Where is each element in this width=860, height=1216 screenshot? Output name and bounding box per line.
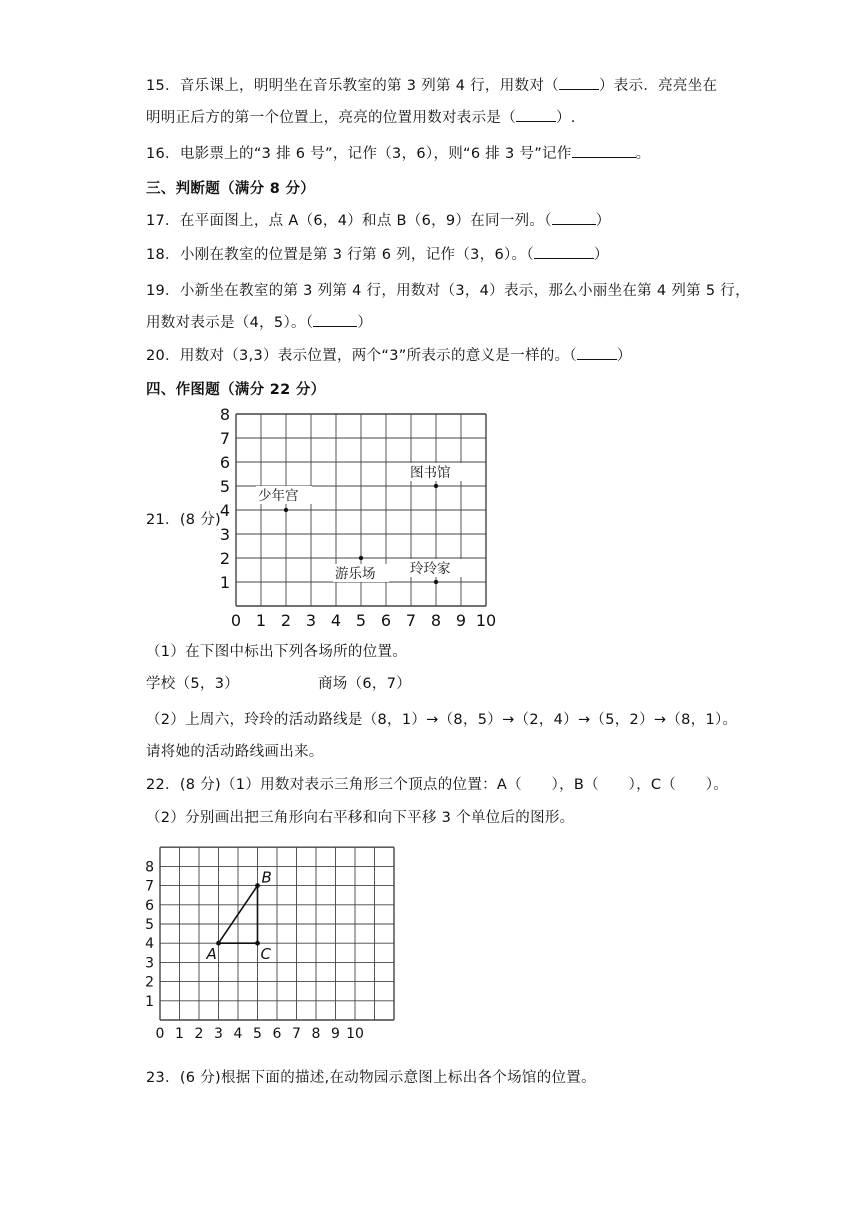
y-tick-label: 2 — [145, 974, 154, 991]
vertex-label: B — [261, 868, 272, 887]
q16: 16．电影票上的“3 排 6 号”，记作（3，6），则“6 排 3 号”记作 。 — [146, 142, 650, 163]
x-tick-label: 0 — [155, 1026, 165, 1042]
y-tick-label: 1 — [219, 572, 230, 592]
y-tick-label: 5 — [145, 917, 154, 934]
section-3-title: 三、判断题（满分 8 分） — [146, 181, 316, 197]
x-tick-label: 9 — [331, 1026, 340, 1042]
q18: 18．小刚在教室的位置是第 3 行第 6 列，记作（3，6）。（ ） — [146, 243, 609, 264]
y-tick-label: 6 — [219, 452, 230, 472]
vertex-label: C — [260, 945, 271, 964]
q17: 17．在平面图上，点 A（6，4）和点 B（6，9）在同一列。（ ） — [146, 209, 611, 230]
x-tick-label: 0 — [230, 611, 242, 630]
x-tick-label: 4 — [330, 611, 342, 630]
y-tick-label: 3 — [145, 955, 154, 972]
q17-blank[interactable] — [552, 210, 596, 225]
q20-blank[interactable] — [577, 345, 617, 360]
location-point — [359, 556, 363, 560]
q16-blank[interactable] — [572, 143, 636, 158]
x-tick-label: 4 — [233, 1026, 243, 1042]
x-tick-label: 5 — [355, 611, 367, 630]
x-tick-label: 1 — [175, 1026, 184, 1042]
triangle-vertex — [255, 941, 260, 946]
x-tick-label: 5 — [253, 1026, 262, 1042]
q20: 20．用数对（3,3）表示位置，两个“3”所表示的意义是一样的。（ ） — [146, 344, 632, 365]
x-tick-label: 6 — [272, 1026, 282, 1042]
y-tick-label: 8 — [145, 859, 154, 876]
x-tick-label: 3 — [214, 1026, 223, 1042]
q22-line2: （2）分别画出把三角形向右平移和向下平移 3 个单位后的图形。 — [146, 810, 575, 826]
q18-blank[interactable] — [534, 244, 594, 259]
triangle-vertex — [216, 941, 221, 946]
location-label: 游乐场 — [335, 566, 376, 582]
q23: 23．(6 分)根据下面的描述,在动物园示意图上标出各个场馆的位置。 — [146, 1070, 596, 1086]
location-point — [434, 580, 438, 584]
y-tick-label: 6 — [145, 897, 154, 914]
q21-part2-line1: （2）上周六，玲玲的活动路线是（8，1）→（8，5）→（2，4）→（5，2）→（8，1）。 — [146, 712, 738, 728]
x-tick-label: 7 — [405, 611, 417, 630]
q22-coordinate-grid[interactable] — [138, 838, 410, 1048]
x-tick-label: 8 — [430, 611, 442, 630]
y-tick-label: 4 — [219, 500, 230, 520]
x-tick-label: 2 — [280, 611, 292, 630]
vertex-label: A — [206, 945, 217, 964]
q19-line1: 19．小新坐在教室的第 3 列第 4 行，用数对（3，4）表示，那么小丽坐在第 4 列第 5 行， — [146, 283, 750, 299]
q21-part2-line2: 请将她的活动路线画出来。 — [146, 744, 324, 760]
q21-part1: （1）在下图中标出下列各场所的位置。 — [146, 644, 408, 660]
q22-line1: 22．(8 分)（1）用数对表示三角形三个顶点的位置：A（ ），B（ ），C（ ）。 — [146, 777, 729, 793]
x-tick-label: 1 — [255, 611, 267, 630]
location-label: 少年宫 — [258, 488, 299, 504]
y-tick-label: 3 — [219, 524, 230, 544]
location-point — [434, 484, 438, 488]
x-tick-label: 10 — [346, 1026, 364, 1042]
x-tick-label: 7 — [292, 1026, 301, 1042]
q15-line2: 明明正后方的第一个位置上，亮亮的位置用数对表示是（ ）. — [146, 106, 576, 127]
x-tick-label: 6 — [380, 611, 392, 630]
q21-coordinate-grid[interactable] — [214, 402, 504, 630]
q21-school: 学校（5，3） — [146, 676, 240, 692]
q21-label: 21．(8 分) — [146, 512, 221, 528]
y-tick-label: 7 — [219, 428, 230, 448]
y-tick-label: 8 — [219, 404, 230, 424]
y-tick-label: 7 — [145, 878, 154, 895]
x-tick-label: 9 — [455, 611, 467, 630]
location-label: 图书馆 — [410, 465, 451, 481]
x-tick-label: 8 — [311, 1026, 321, 1042]
q15-blank-2[interactable] — [516, 107, 556, 122]
y-tick-label: 2 — [219, 548, 230, 568]
y-tick-label: 4 — [145, 936, 154, 953]
q15-blank-1[interactable] — [559, 75, 599, 90]
x-tick-label: 10 — [475, 611, 497, 630]
location-label: 玲玲家 — [410, 561, 451, 577]
triangle-vertex — [255, 883, 260, 888]
location-point — [284, 508, 288, 512]
x-tick-label: 2 — [194, 1026, 204, 1042]
q15-line1: 15．音乐课上，明明坐在音乐教室的第 3 列第 4 行，用数对（ ）表示．亮亮坐在 — [146, 74, 717, 95]
y-tick-label: 5 — [219, 476, 230, 496]
q21-mall: 商场（6，7） — [318, 676, 412, 692]
x-tick-label: 3 — [305, 611, 317, 630]
q19-blank[interactable] — [313, 312, 357, 327]
q19-line2: 用数对表示是（4，5）。（ ） — [146, 311, 372, 332]
y-tick-label: 1 — [145, 993, 154, 1010]
section-4-title: 四、作图题（满分 22 分） — [146, 382, 326, 398]
